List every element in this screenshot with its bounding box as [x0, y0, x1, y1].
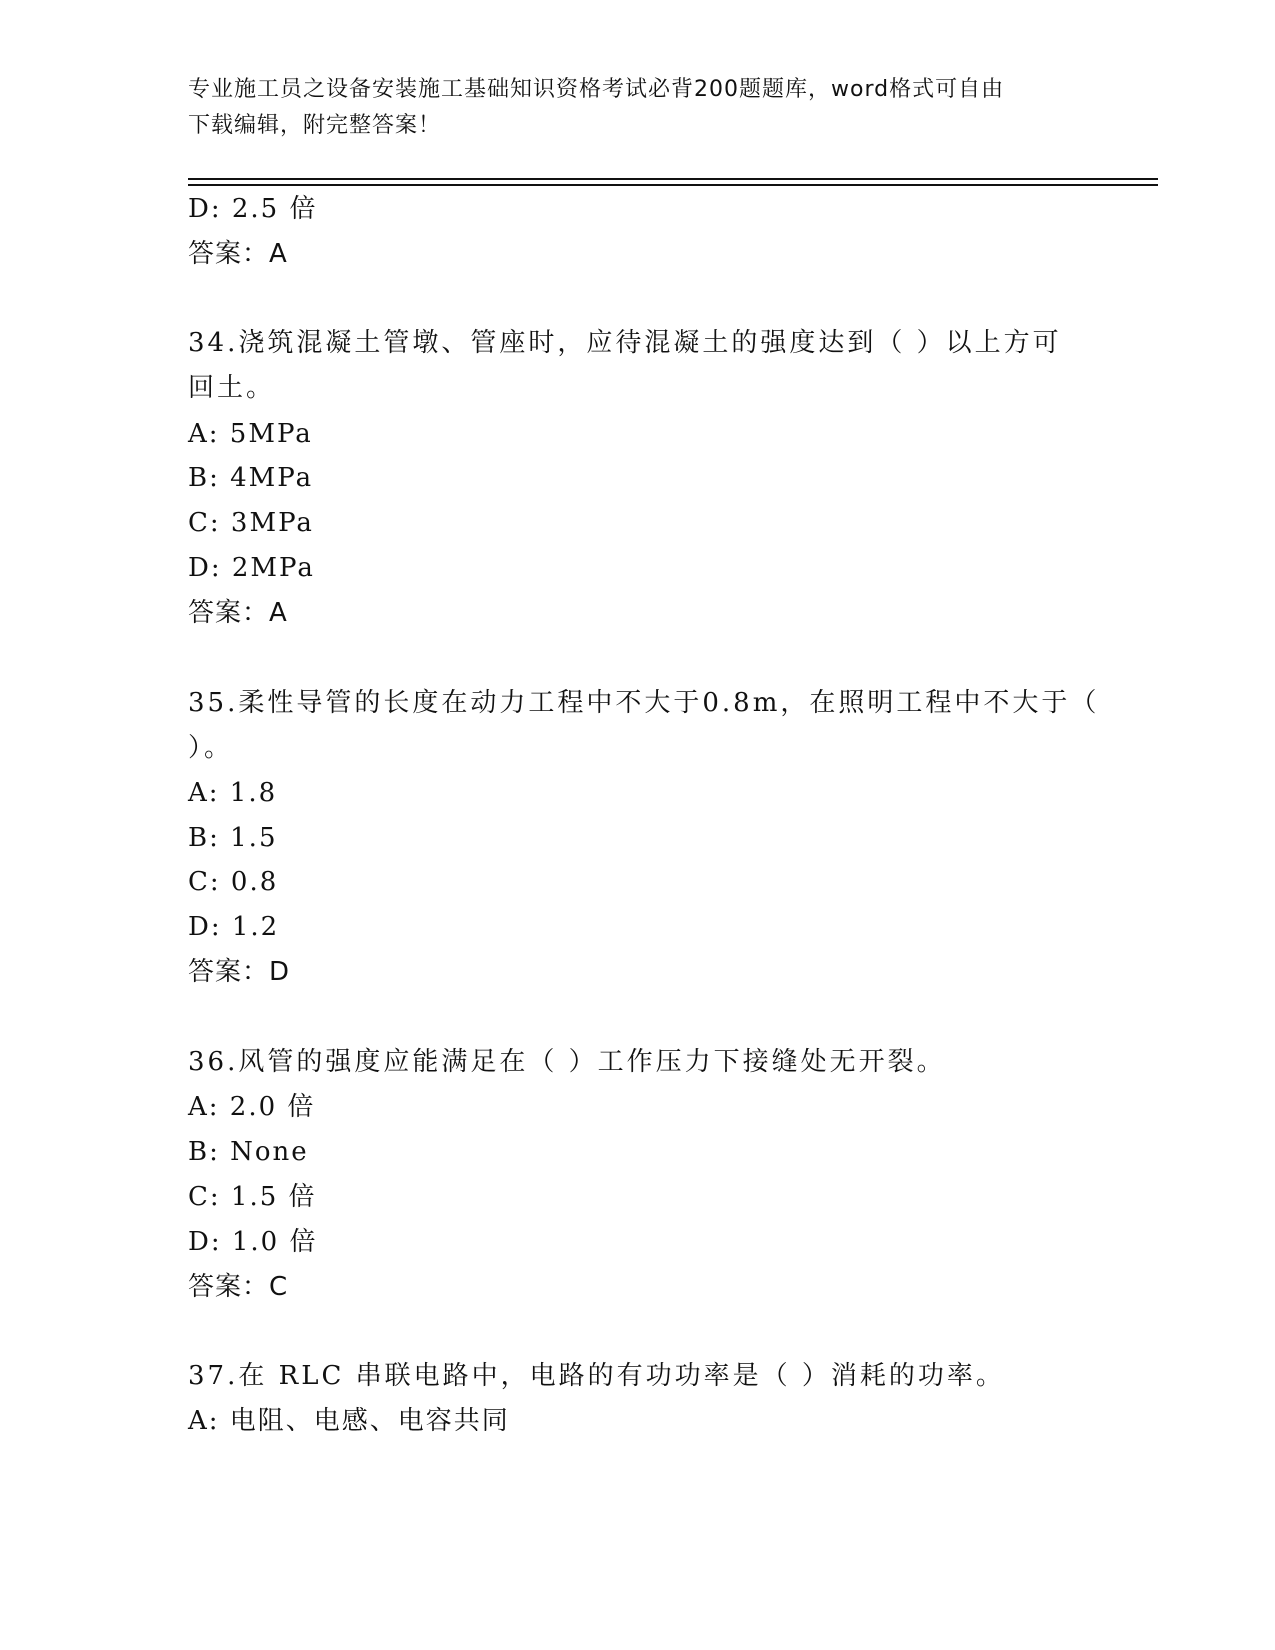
option-b: B: None [188, 1137, 309, 1167]
question-stem: 37.在 RLC 串联电路中，电路的有功功率是（ ）消耗的功率。 [188, 1361, 1005, 1391]
option-b: B: 4MPa [188, 463, 314, 493]
answer: 答案：A [188, 239, 288, 269]
answer: 答案：C [188, 1272, 289, 1302]
question-stem-cont: 回土。 [188, 373, 276, 403]
option-a: A: 1.8 [188, 778, 278, 808]
header-divider-top [188, 178, 1158, 180]
option-d: D: 2MPa [188, 553, 315, 583]
option-b: B: 1.5 [188, 823, 278, 853]
header-divider-bottom [188, 184, 1158, 186]
option-a: A: 5MPa [188, 419, 313, 449]
option-a: A: 电阻、电感、电容共同 [188, 1406, 510, 1436]
answer: 答案：D [188, 957, 291, 987]
header-line-1: 专业施工员之设备安装施工基础知识资格考试必背200题题库，word格式可自由 [188, 77, 1005, 102]
question-stem: 34.浇筑混凝土管墩、管座时，应待混凝土的强度达到（ ）以上方可 [188, 328, 1062, 358]
option-d: D: 1.2 [188, 912, 280, 942]
option-d: D: 2.5 倍 [188, 194, 318, 224]
option-a: A: 2.0 倍 [188, 1092, 316, 1122]
option-c: C: 0.8 [188, 867, 279, 897]
question-stem: 35.柔性导管的长度在动力工程中不大于0.8m，在照明工程中不大于（ [188, 688, 1100, 718]
option-c: C: 1.5 倍 [188, 1182, 317, 1212]
header-line-2: 下载编辑，附完整答案！ [188, 113, 442, 138]
option-d: D: 1.0 倍 [188, 1227, 318, 1257]
question-stem: 36.风管的强度应能满足在（ ）工作压力下接缝处无开裂。 [188, 1047, 946, 1077]
question-stem-cont: ）。 [188, 733, 234, 763]
option-c: C: 3MPa [188, 508, 314, 538]
answer: 答案：A [188, 598, 288, 628]
document-header [188, 72, 1068, 144]
